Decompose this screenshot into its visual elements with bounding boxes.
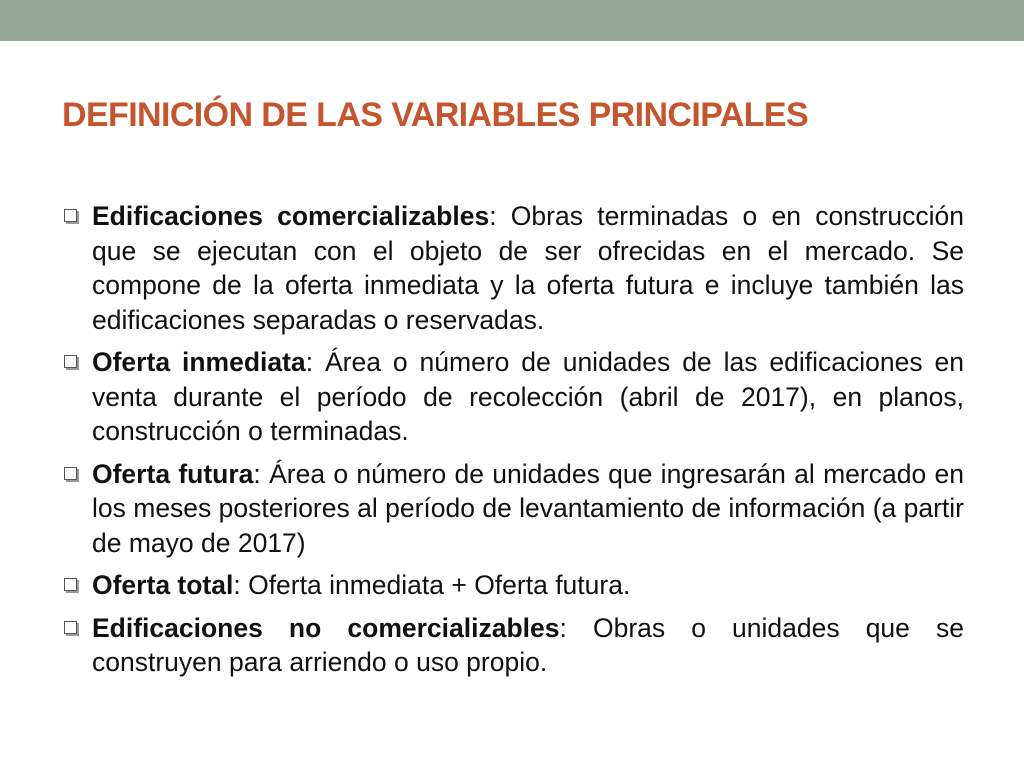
bullet-term: Oferta inmediata bbox=[92, 347, 306, 377]
bullet-item-oferta-inmediata bbox=[62, 345, 964, 449]
checkbox-square-icon bbox=[64, 467, 77, 480]
checkbox-square-icon bbox=[64, 621, 77, 634]
bullet-text: : Obras terminadas o en construcción que se ejecutan con el objeto de ser ofrecidas en el mercado. Se compone de la oferta inmediata y la oferta futura e incluye también las edificaciones separadas o reservadas. bbox=[92, 201, 964, 335]
bullet-item-edificaciones-no-comercializables bbox=[62, 611, 964, 680]
bullet-term: Oferta futura bbox=[92, 458, 254, 489]
checkbox-square-icon bbox=[64, 355, 77, 368]
checkbox-square-icon bbox=[64, 578, 77, 591]
bullet-item-oferta-total bbox=[62, 568, 964, 603]
bullet-term: Oferta total bbox=[92, 570, 234, 600]
bullet-text: : Área o número de unidades que ingresarán al mercado en los meses posteriores al período de levantamiento de información (a partir de mayo de 2017) bbox=[92, 458, 965, 558]
bullet-term: Edificaciones no comercializables bbox=[92, 612, 560, 643]
bullet-text: : Obras o unidades que se construyen para arriendo o uso propio. bbox=[92, 612, 964, 677]
slide-title: DEFINICIÓN DE LAS VARIABLES PRINCIPALES bbox=[62, 96, 809, 134]
checkbox-square-icon bbox=[64, 209, 77, 222]
bullet-text: : Área o número de unidades de las edificaciones en venta durante el período de recolección (abril de 2017), en planos, construcción o terminadas. bbox=[92, 347, 964, 446]
bullet-term: Edificaciones comercializables bbox=[92, 201, 490, 231]
bullet-text: : Oferta inmediata + Oferta futura. bbox=[233, 570, 631, 600]
bullet-item-oferta-futura bbox=[62, 457, 964, 561]
bullet-item-edificaciones-comercializables bbox=[62, 199, 964, 337]
top-color-band bbox=[0, 0, 1024, 41]
bullet-list bbox=[62, 199, 964, 680]
